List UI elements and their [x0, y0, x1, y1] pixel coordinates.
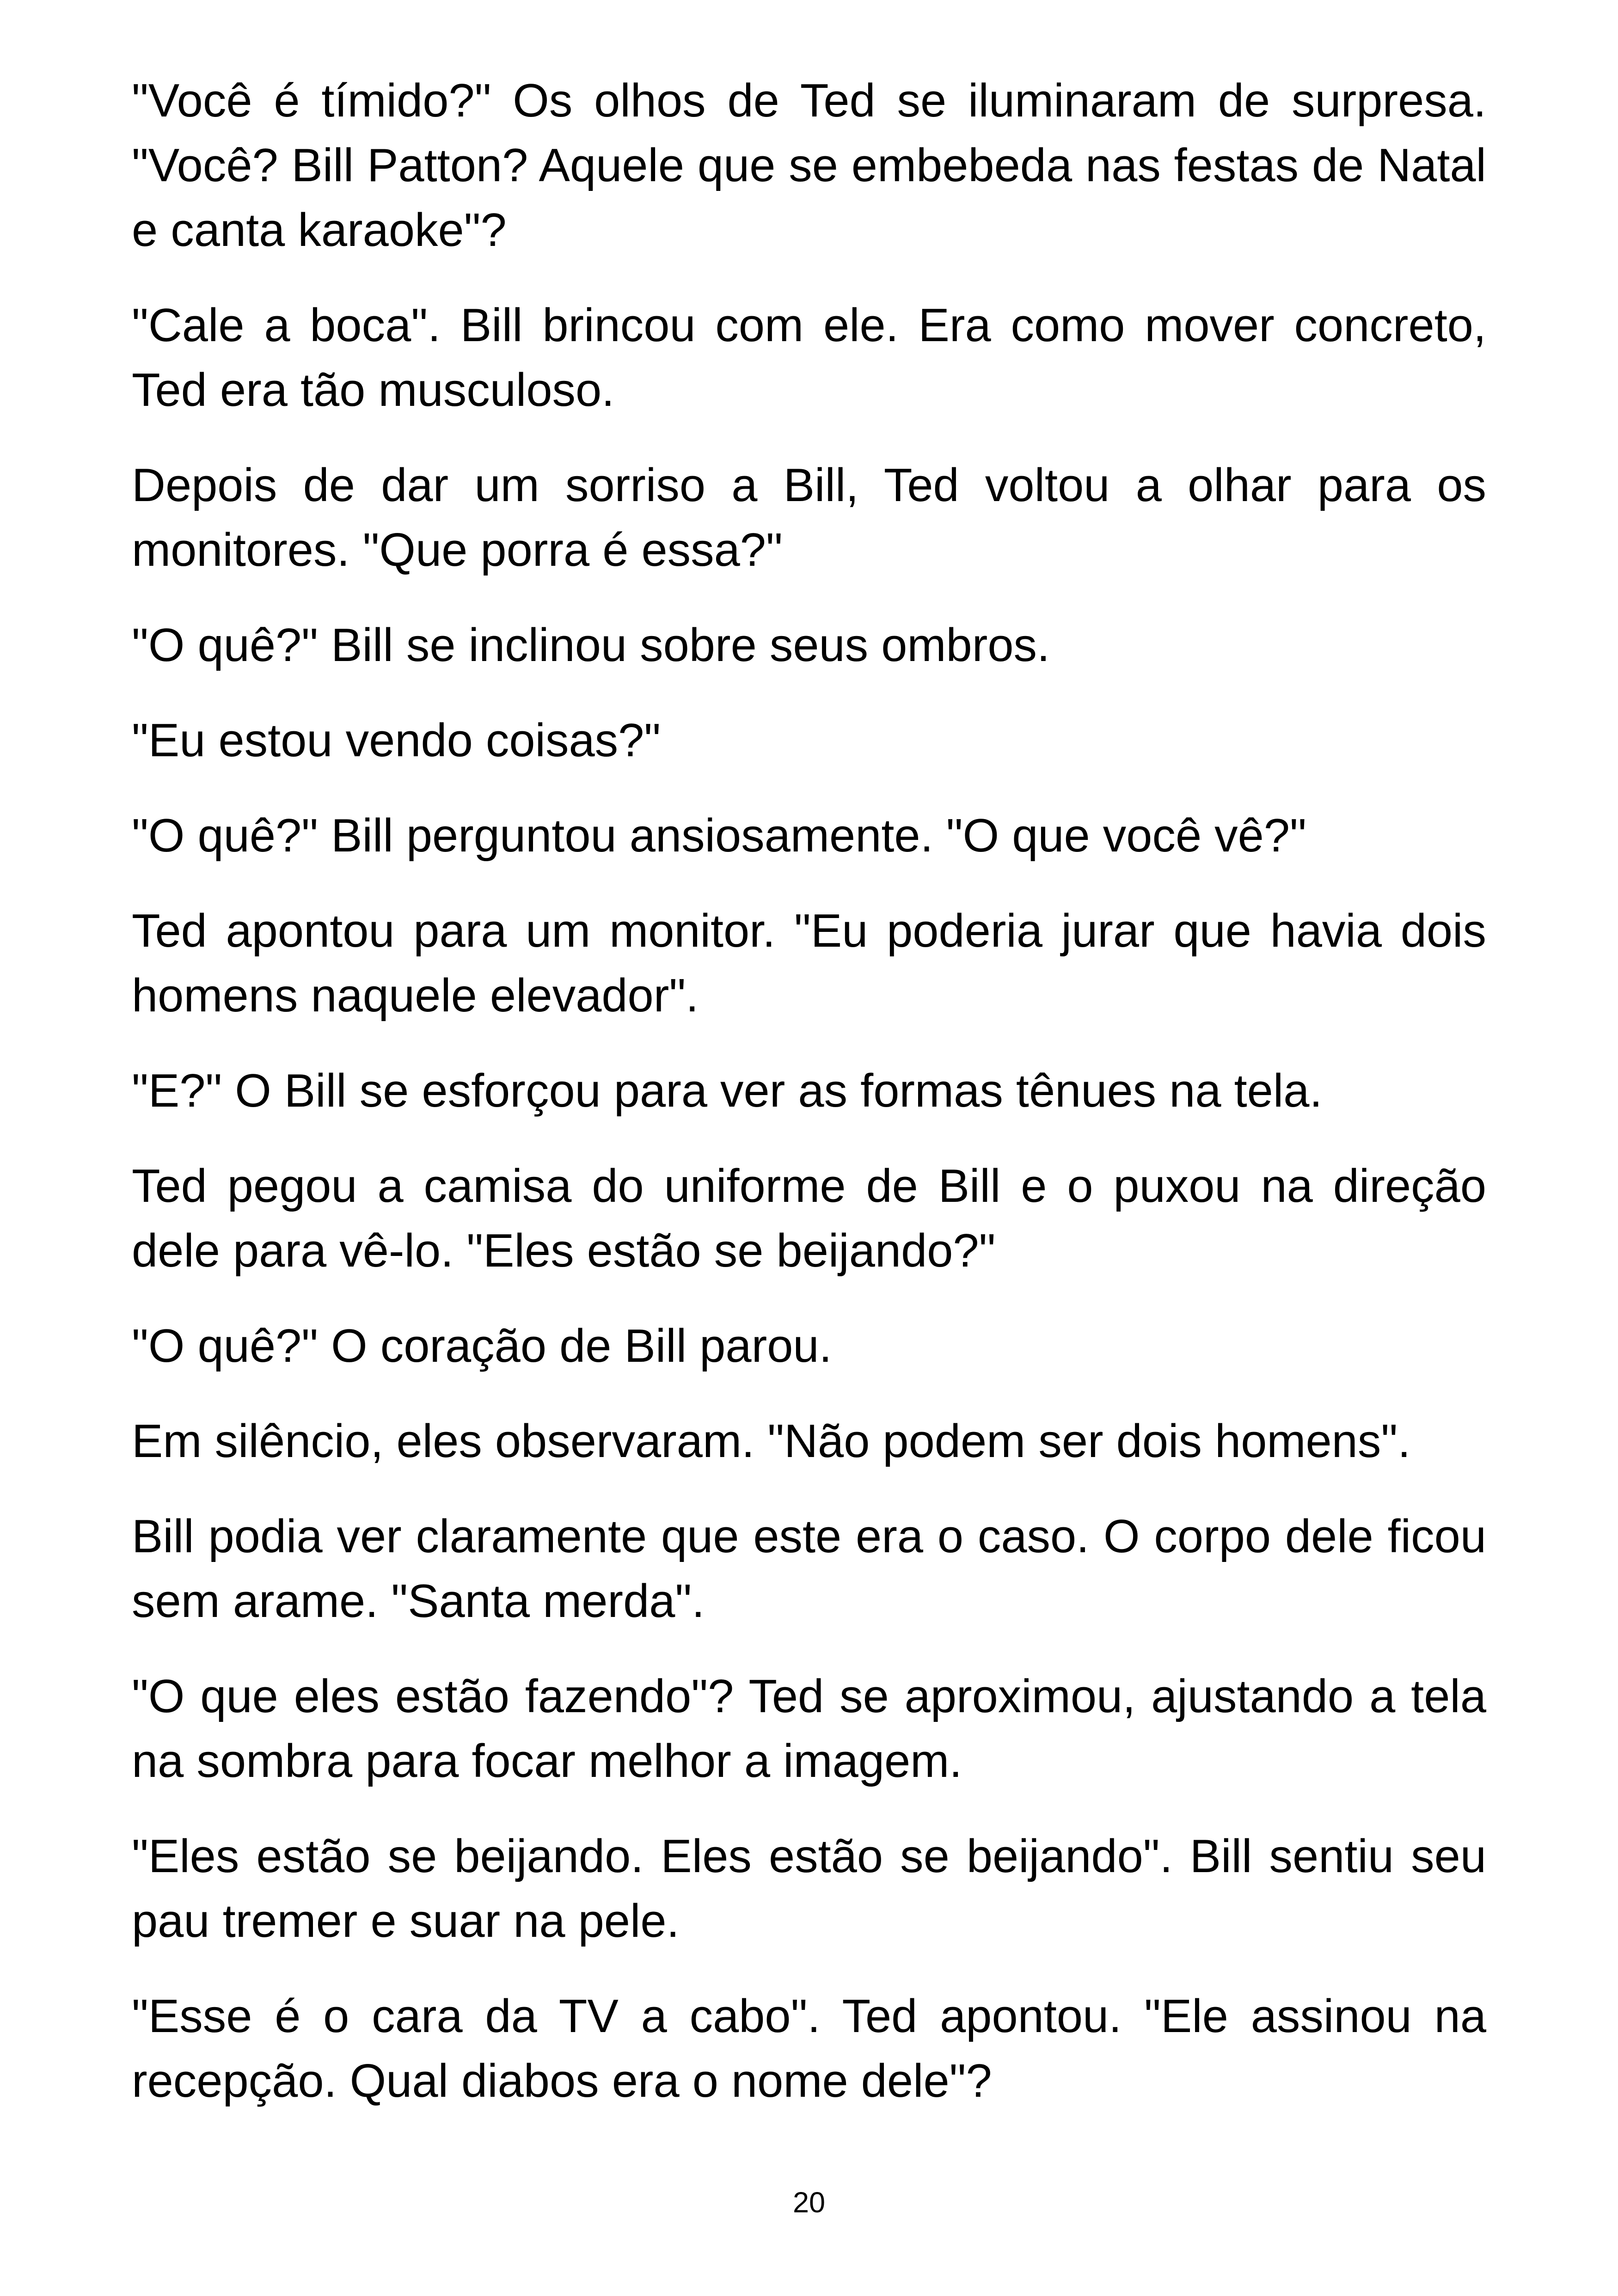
- paragraph: Bill podia ver claramente que este era o caso. O corpo dele ficou sem arame. "Santa merda".: [132, 1511, 1486, 1627]
- paragraph: "E?" O Bill se esforçou para ver as formas tênues na tela.: [132, 1065, 1323, 1117]
- paragraph: "Você é tímido?" Os olhos de Ted se iluminaram de surpresa. "Você? Bill Patton? Aquele que se embebeda nas festas de Natal e canta karaoke"?: [132, 75, 1486, 256]
- paragraph: "Cale a boca". Bill brincou com ele. Era como mover concreto, Ted era tão musculoso.: [132, 300, 1486, 416]
- paragraph: Ted apontou para um monitor. "Eu poderia jurar que havia dois homens naquele elevador".: [132, 905, 1486, 1022]
- paragraph: "Esse é o cara da TV a cabo". Ted apontou. "Ele assinou na recepção. Qual diabos era o nome dele"?: [132, 1990, 1486, 2107]
- paragraph: "O que eles estão fazendo"? Ted se aproximou, ajustando a tela na sombra para focar melhor a imagem.: [132, 1671, 1486, 1787]
- paragraph: Depois de dar um sorriso a Bill, Ted voltou a olhar para os monitores. "Que porra é essa?": [132, 459, 1486, 576]
- paragraph: "Eles estão se beijando. Eles estão se beijando". Bill sentiu seu pau tremer e suar na pele.: [132, 1831, 1486, 1947]
- paragraph: "O quê?" Bill perguntou ansiosamente. "O que você vê?": [132, 810, 1306, 862]
- paragraph: Ted pegou a camisa do uniforme de Bill e o puxou na direção dele para vê-lo. "Eles estão se beijando?": [132, 1160, 1486, 1277]
- body-text: [132, 68, 1486, 2144]
- page-number: 20: [792, 2186, 826, 2219]
- paragraph: "O quê?" Bill se inclinou sobre seus ombros.: [132, 619, 1050, 671]
- paragraph: "Eu estou vendo coisas?": [132, 715, 661, 766]
- paragraph: Em silêncio, eles observaram. "Não podem ser dois homens".: [132, 1415, 1411, 1467]
- paragraph: "O quê?" O coração de Bill parou.: [132, 1320, 832, 1372]
